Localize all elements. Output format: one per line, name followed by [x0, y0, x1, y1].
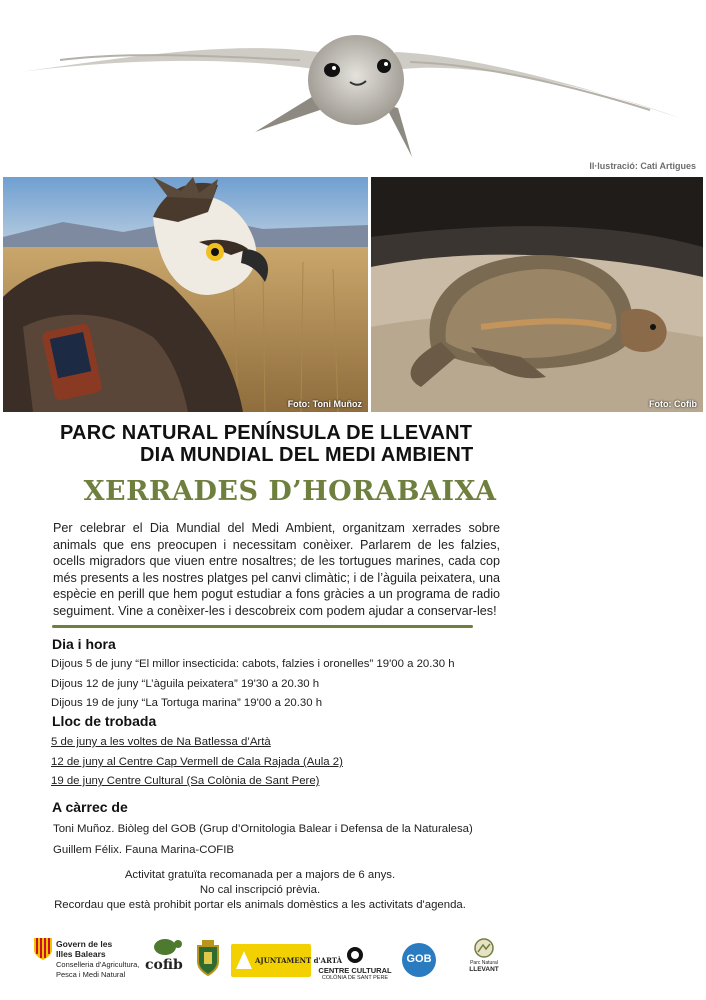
cofib-turtle-icon [145, 935, 185, 957]
turtle-photo-credit: Foto: Cofib [649, 399, 697, 409]
speaker-item: Toni Muñoz. Biòleg del GOB (Grup d’Ornitologia Balear i Defensa de la Naturalesa) [53, 823, 473, 835]
govern-line3: Conselleria d’Agricultura, [56, 960, 140, 969]
turtle-photo [371, 177, 703, 412]
parc-line2: LLEVANT [469, 966, 499, 973]
centre-line2: COLÒNIA DE SANT PERE [321, 975, 389, 981]
osprey-photo [3, 177, 368, 412]
speakers-heading: A càrrec de [52, 799, 128, 815]
swift-illustration [0, 0, 706, 165]
meeting-item[interactable]: 19 de juny Centre Cultural (Sa Colònia de Sant Pere) [51, 775, 320, 787]
arta-crest-logo [196, 940, 220, 978]
section-divider [52, 625, 473, 628]
centre-cultural-icon [346, 946, 364, 964]
govern-line4: Pesca i Medi Natural [56, 970, 126, 979]
cofib-logo [145, 935, 190, 973]
main-heading: XERRADES D’HORABAIXA [83, 476, 497, 507]
intro-paragraph: Per celebrar el Dia Mundial del Medi Ambient, organitzam xerrades sobre animals que ens preocupen i necessitam conèixer. Parlarem de les falzies, ocells migradors que viuen entre nosaltres; de les tortugues marines, cada cop més presents a les nostres platges pel canvi climàtic; i de l’àguila peixatera, una espècie en perill que hem pogut estudiar a fons gràcies a un programa de radio seguiment. Vine a conèixer-les i descobreix com podem ajudar a conservar-les! [53, 521, 500, 618]
meeting-item[interactable]: 5 de juny a les voltes de Na Batlessa d’Artà [51, 736, 271, 748]
schedule-item: Dijous 12 de juny “L’àguila peixatera” 19'30 a 20.30 h [51, 678, 320, 690]
cofib-label: cofib [145, 957, 183, 973]
park-title: PARC NATURAL PENÍNSULA DE LLEVANT [60, 422, 473, 444]
parc-llevant-icon [474, 938, 494, 958]
illustration-credit: Il·lustració: Cati Artigues [589, 161, 696, 171]
footer-notes [40, 868, 480, 913]
schedule-item: Dijous 5 de juny “El millor insecticida: cabots, falzies i oronelles” 19'00 a 20.30 h [51, 658, 455, 670]
schedule-item: Dijous 19 de juny “La Tortuga marina” 19'00 a 20.30 h [51, 697, 323, 709]
ajuntament-emblem-icon [234, 949, 254, 971]
centre-line1: CENTRE CULTURAL [318, 966, 392, 975]
osprey-photo-credit: Foto: Toni Muñoz [287, 399, 362, 409]
parc-line1: Parc Natural [470, 960, 498, 966]
event-title: DIA MUNDIAL DEL MEDI AMBIENT [140, 444, 474, 466]
speaker-item: Guillem Félix. Fauna Marina-COFIB [53, 844, 235, 856]
gob-label: GOB [406, 953, 432, 965]
note-pets: Recordau que està prohibit portar els animals domèstics a les activitats d'agenda. [54, 899, 466, 911]
ajuntament-label: AJUNTAMENT d'ARTÀ [255, 956, 343, 965]
govern-line1: Govern de les [56, 939, 113, 949]
govern-line2: Illes Balears [56, 949, 106, 959]
note-age: Activitat gratuïta recomanada per a majors de 6 anys. [124, 869, 396, 881]
ajuntament-logo [231, 944, 343, 977]
schedule-heading: Dia i hora [52, 636, 116, 652]
note-registration: No cal inscripció prèvia. [199, 884, 321, 896]
meeting-item[interactable]: 12 de juny al Centre Cap Vermell de Cala Rajada (Aula 2) [51, 756, 343, 768]
meeting-heading: Lloc de trobada [52, 713, 157, 729]
gob-logo [401, 942, 437, 978]
govern-shield-icon [34, 938, 52, 960]
centre-cultural-logo [316, 946, 394, 981]
parc-llevant-logo [464, 938, 504, 973]
